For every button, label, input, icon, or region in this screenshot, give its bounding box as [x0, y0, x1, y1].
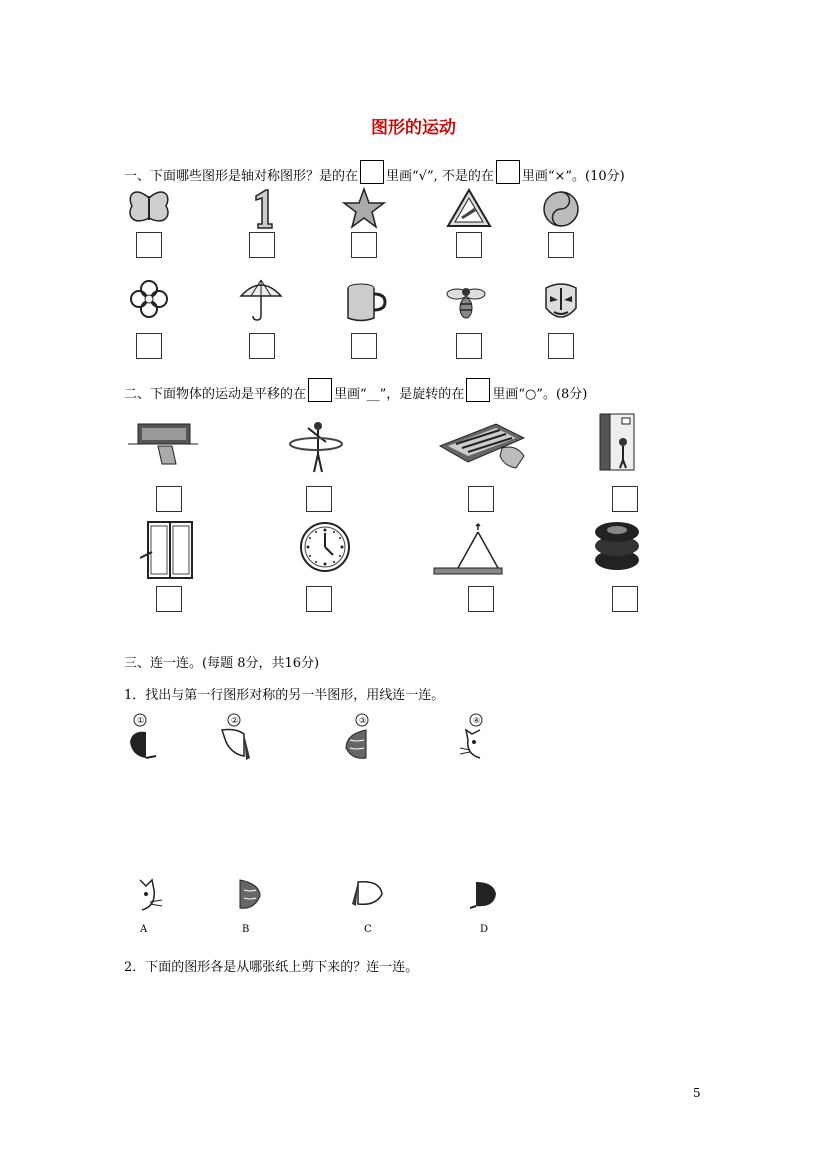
inline-answer-box: [308, 378, 332, 402]
cat-face-option-a: [134, 876, 166, 914]
answer-box[interactable]: [548, 232, 574, 258]
question-3-sub-1: 1．找出与第一行图形对称的另一半图形，用线连一连。: [124, 688, 445, 703]
clock-figure: [299, 521, 351, 573]
cat-half-1: [126, 712, 162, 764]
butterfly-figure: [126, 186, 172, 232]
flower-figure: [126, 276, 172, 322]
question-3-heading: 三、连一连。(每题 8分，共16分): [124, 656, 320, 671]
butterfly-half-2: [216, 712, 260, 764]
cat-option-d: [470, 876, 500, 914]
drawer-figure: [128, 418, 198, 468]
answer-box[interactable]: [156, 486, 182, 512]
question-2-text: [124, 378, 587, 402]
answer-box[interactable]: [351, 232, 377, 258]
q2-part2: 里画“__”，是旋转的在: [334, 387, 465, 402]
answer-box[interactable]: [136, 232, 162, 258]
answer-box[interactable]: [136, 333, 162, 359]
answer-box[interactable]: [468, 486, 494, 512]
question-1-text: [124, 160, 625, 184]
answer-box[interactable]: [468, 586, 494, 612]
page-number: 5: [693, 1086, 701, 1100]
answer-box[interactable]: [306, 486, 332, 512]
inline-answer-box: [466, 378, 490, 402]
page-title: 图形的运动: [371, 118, 456, 138]
inline-answer-box: [496, 160, 520, 184]
answer-box[interactable]: [156, 586, 182, 612]
answer-box[interactable]: [456, 333, 482, 359]
answer-box[interactable]: [249, 232, 275, 258]
butterfly-option-c: [350, 876, 386, 916]
q2-part1: 二、下面物体的运动是平移的在: [124, 387, 307, 402]
digit-one-figure: [240, 186, 286, 232]
answer-box[interactable]: [351, 333, 377, 359]
top-label: ④: [473, 716, 481, 725]
yin-yang-figure: [538, 186, 584, 232]
bee-figure: [443, 280, 489, 326]
mug-figure: [341, 280, 387, 326]
umbrella-figure: [238, 276, 284, 322]
abacus-figure: [436, 418, 528, 473]
hula-hoop-figure: [286, 418, 346, 478]
q1-part1: 一、下面哪些图形是轴对称图形？是的在: [124, 169, 359, 184]
top-label: ①: [137, 716, 145, 725]
answer-box[interactable]: [249, 333, 275, 359]
crane-lift-figure: [432, 522, 504, 578]
answer-box[interactable]: [612, 586, 638, 612]
cat-face-half-4: [456, 712, 492, 764]
inline-answer-box: [360, 160, 384, 184]
elevator-figure: [598, 412, 638, 472]
peacock-half-3: [342, 712, 376, 764]
answer-box[interactable]: [306, 586, 332, 612]
answer-box[interactable]: [548, 333, 574, 359]
option-label-a: A: [140, 924, 148, 935]
sliding-window-figure: [140, 520, 196, 580]
option-label-b: B: [242, 924, 250, 935]
peacock-option-b: [234, 876, 264, 914]
warning-sign-figure: [446, 186, 492, 232]
tire-stack-figure: [592, 520, 642, 572]
top-label: ③: [359, 716, 367, 725]
top-label: ②: [231, 716, 239, 725]
q1-part3: 里画“×”。(10分): [521, 169, 625, 184]
option-label-d: D: [480, 924, 489, 935]
question-3-sub-2: 2．下面的图形各是从哪张纸上剪下来的？连一连。: [124, 960, 419, 975]
option-label-c: C: [364, 924, 372, 935]
answer-box[interactable]: [612, 486, 638, 512]
answer-box[interactable]: [456, 232, 482, 258]
star-figure: [341, 186, 387, 232]
q2-part3: 里画“○”。(8分): [492, 387, 588, 402]
opera-mask-figure: [538, 280, 584, 326]
q1-part2: 里画“√”, 不是的在: [386, 169, 494, 184]
